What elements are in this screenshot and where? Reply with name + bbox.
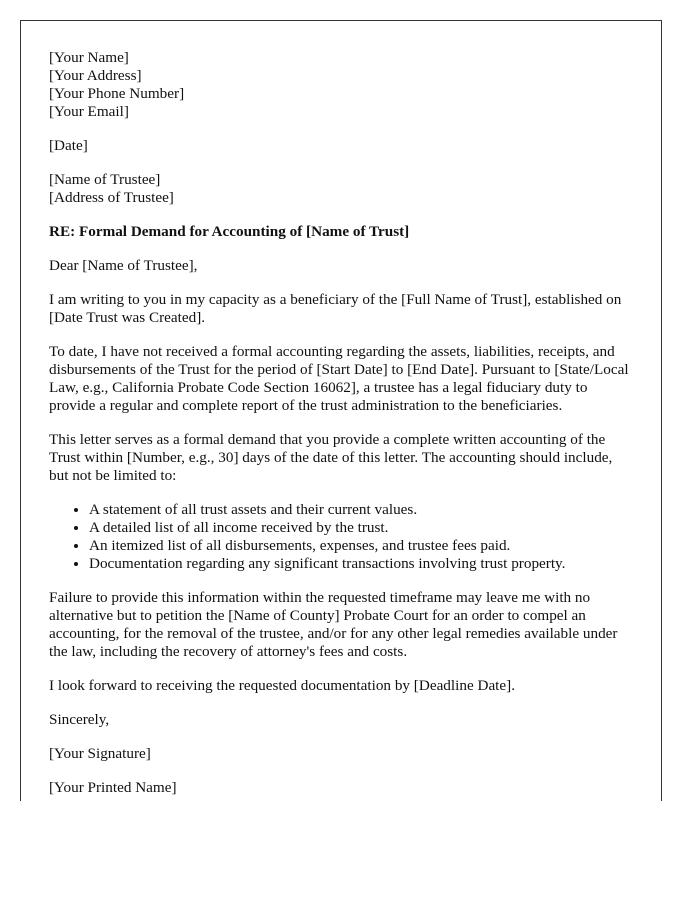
printed-name: [Your Printed Name] <box>49 779 177 796</box>
sender-name: [Your Name] <box>49 49 129 66</box>
signature: [Your Signature] <box>49 745 151 762</box>
recipient-block <box>49 171 633 207</box>
sender-email: [Your Email] <box>49 103 129 120</box>
salutation: Dear [Name of Trustee], <box>49 257 198 274</box>
letter-date: [Date] <box>49 137 88 154</box>
paragraph-deadline: I look forward to receiving the requested documentation by [Deadline Date]. <box>49 677 515 694</box>
paragraph-consequences: Failure to provide this information within the requested timeframe may leave me with no alternative but to petition the [Name of County] Probate Court for an order to compel an accounting, for the removal of the trustee, and/or for any other legal remedies available under the law, including the recovery of attorney's fees and costs. <box>49 589 618 660</box>
paragraph-formal-demand: This letter serves as a formal demand that you provide a complete written accounting of the Trust within [Number, e.g., 30] days of the date of this letter. The accounting should include, but not be limited to: <box>49 431 613 484</box>
letter-body <box>21 21 661 797</box>
paragraph-no-accounting-received: To date, I have not received a formal accounting regarding the assets, liabilities, receipts, and disbursements of the Trust for the period of [Start Date] to [End Date]. Pursuant to [State/Local Law, e.g., California Probate Code Section 16062], a trustee has a legal fiduciary duty to provide a regular and complete report of the trust administration to the beneficiaries. <box>49 343 629 414</box>
list-item: • A statement of all trust assets and their current values. <box>89 501 633 519</box>
sender-address: [Your Address] <box>49 67 142 84</box>
paragraph-beneficiary-capacity: I am writing to you in my capacity as a beneficiary of the [Full Name of Trust], established on [Date Trust was Created]. <box>49 291 622 326</box>
subject-line: RE: Formal Demand for Accounting of [Name of Trust] <box>49 223 410 240</box>
list-item: • Documentation regarding any significant transactions involving trust property. <box>89 555 633 573</box>
list-item: • A detailed list of all income received by the trust. <box>89 519 633 537</box>
sender-block <box>49 49 633 121</box>
recipient-address: [Address of Trustee] <box>49 189 174 206</box>
sign-off: Sincerely, <box>49 711 110 728</box>
accounting-requirements-list <box>49 501 633 573</box>
letter-frame <box>20 20 662 801</box>
list-item: • An itemized list of all disbursements, expenses, and trustee fees paid. <box>89 537 633 555</box>
sender-phone: [Your Phone Number] <box>49 85 185 102</box>
recipient-name: [Name of Trustee] <box>49 171 161 188</box>
